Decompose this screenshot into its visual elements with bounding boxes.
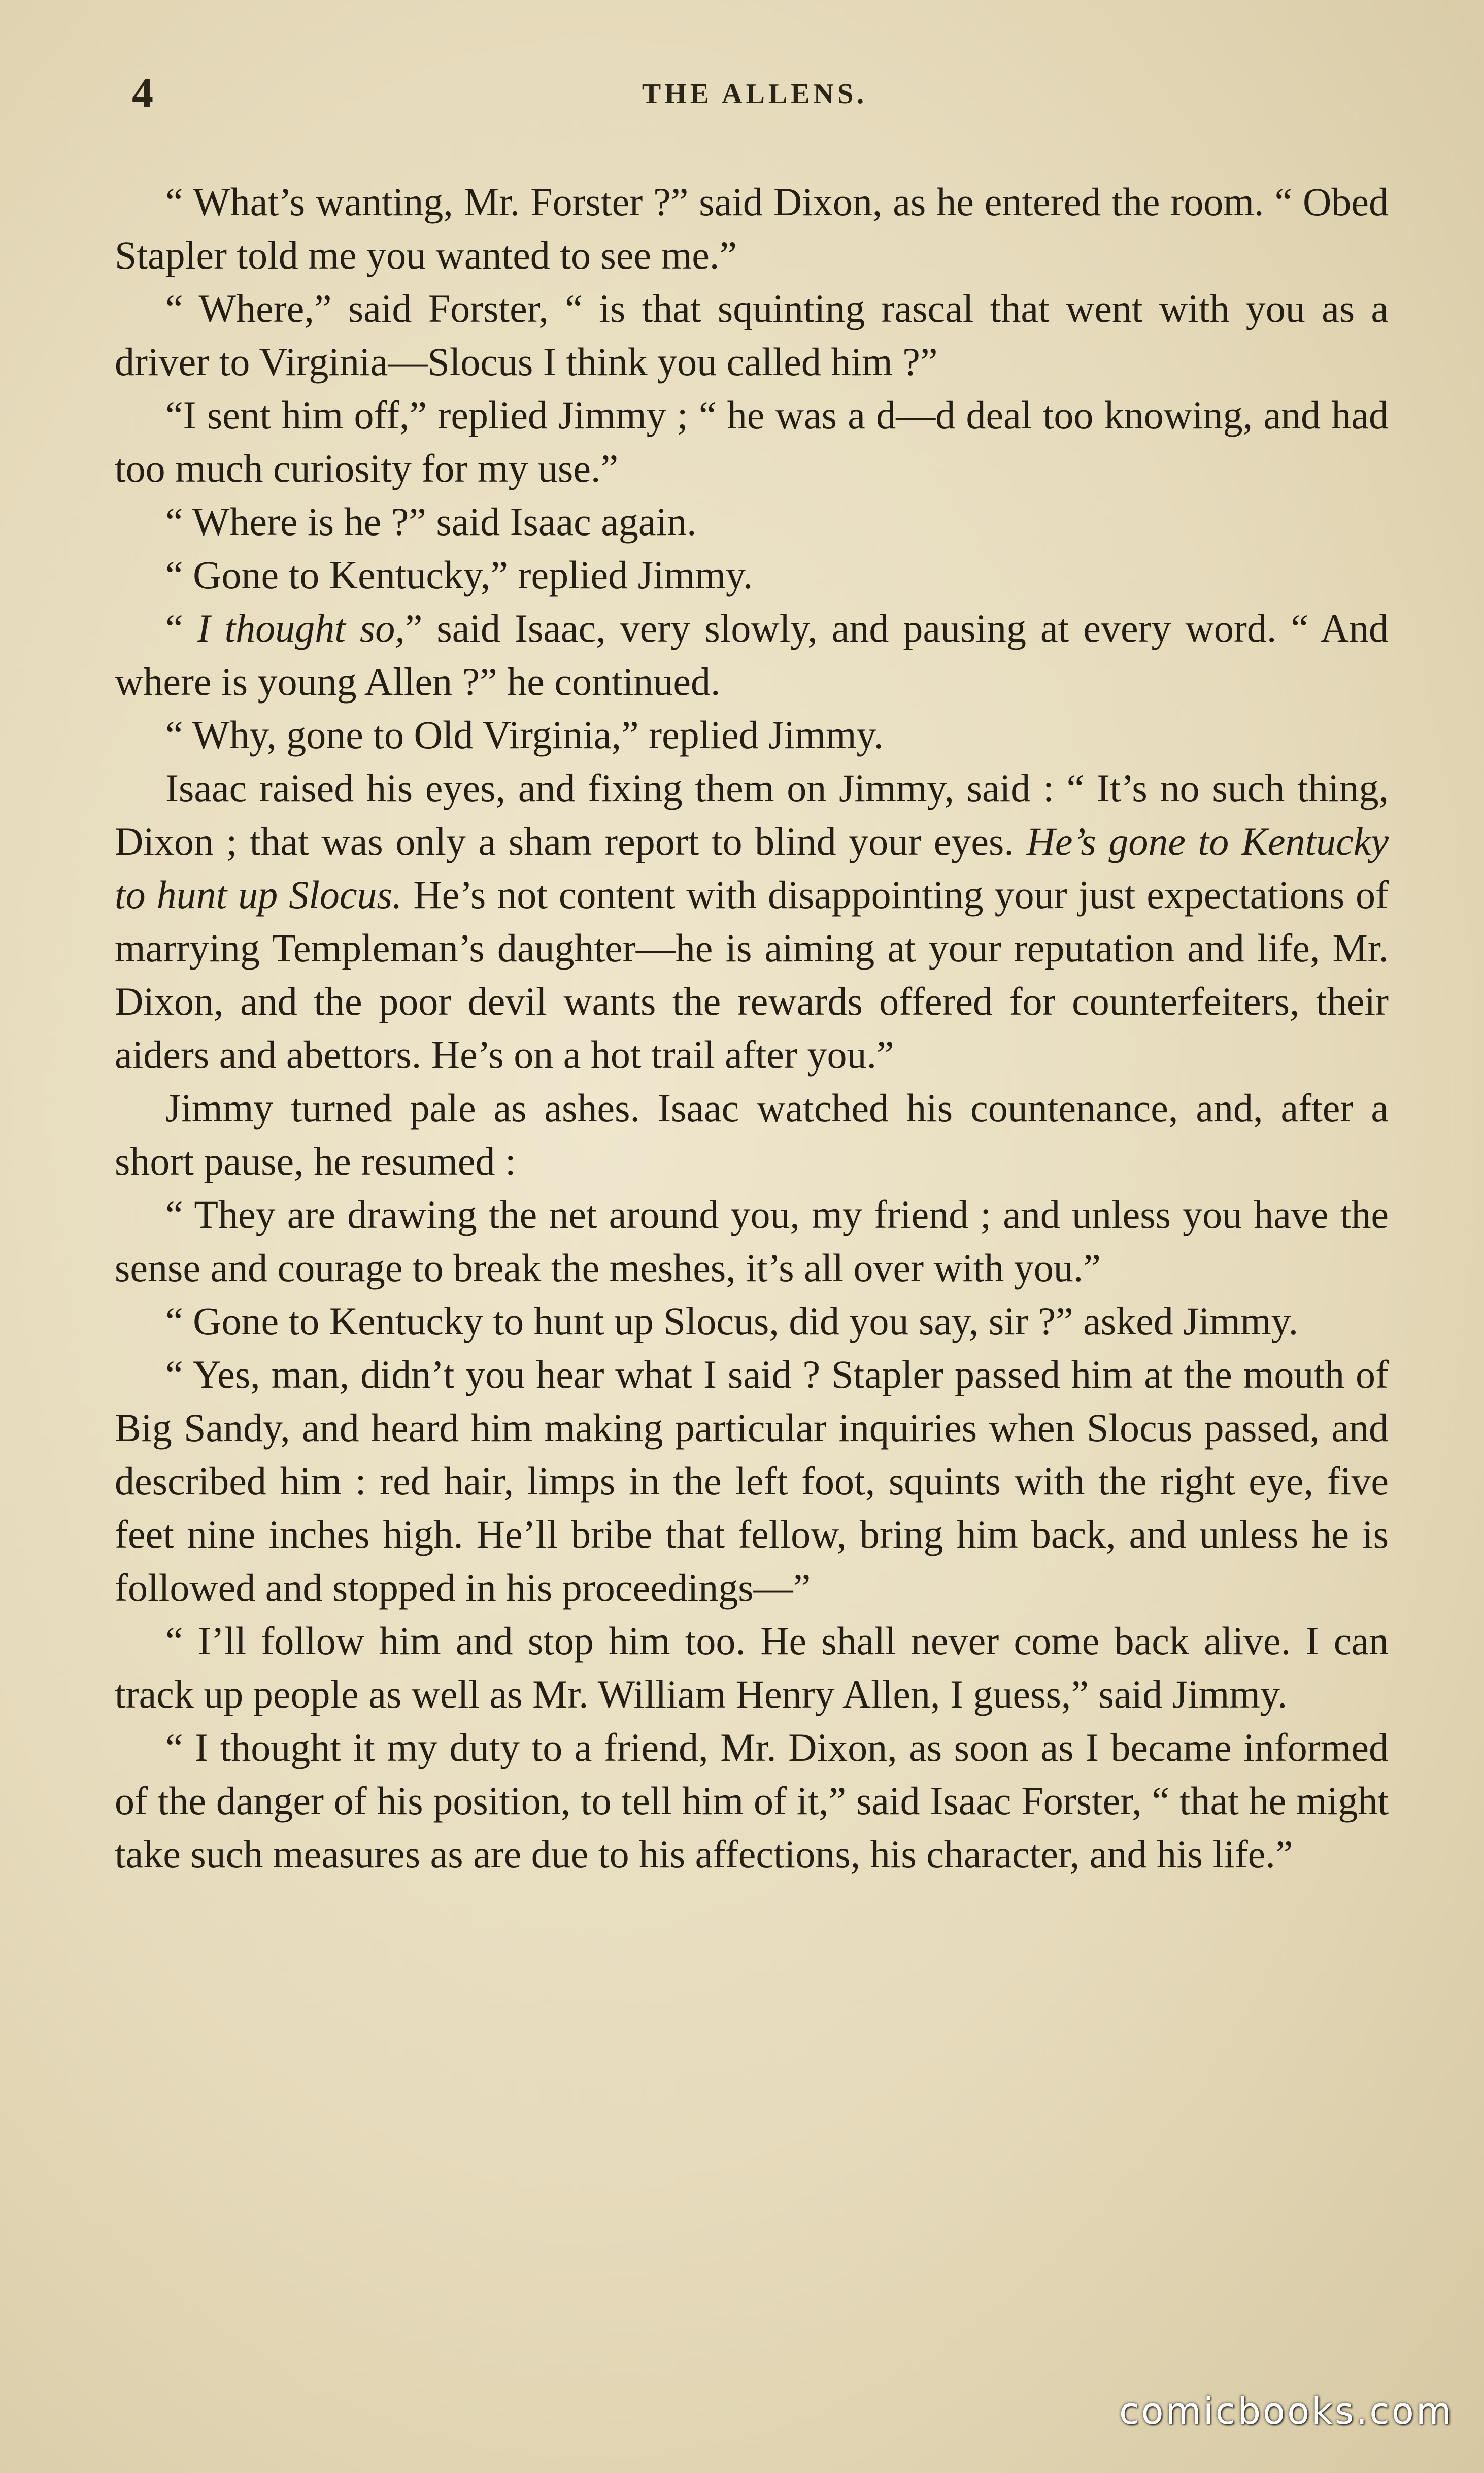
paragraph [115,708,1389,761]
paragraph [115,388,1389,495]
paragraph [115,1614,1389,1721]
body-text [115,175,1389,1881]
text-segment: “ They are drawing the net around you, my friend ; and unless you have the sense and courage to break the meshes, it’s all over with you.” [115,1192,1389,1290]
running-head: THE ALLENS. [642,78,868,110]
text-segment: “ Gone to Kentucky to hunt up Slocus, did you say, sir ?” asked Jimmy. [165,1299,1299,1343]
text-segment: “ [165,606,197,650]
paragraph [115,548,1389,601]
text-segment: “ Yes, man, didn’t you hear what I said ? Stapler passed him at the mouth of Big Sandy, and heard him making particular inquiries when Slocus passed, and described him : red hair, limps in the left foot, squints with the right eye, five feet nine inches high. He’ll bribe that fellow, bring him back, and unless he is followed and stopped in his proceedings—” [115,1352,1389,1610]
paragraph [115,761,1389,1081]
italic-text: I thought so, [197,606,405,650]
paragraph [115,601,1389,708]
text-segment: “ Where is he ?” said Isaac again. [165,499,697,544]
watermark: comicbooks.com [1119,2390,1454,2432]
text-segment: Jimmy turned pale as ashes. Isaac watched his countenance, and, after a short pause, he resumed : [115,1086,1389,1183]
text-segment: “ I’ll follow him and stop him too. He shall never come back alive. I can track up people as well as Mr. William Henry Allen, I guess,” said Jimmy. [115,1619,1389,1716]
text-segment: “ Gone to Kentucky,” replied Jimmy. [165,553,753,597]
page-number: 4 [132,70,153,117]
text-segment: “ Why, gone to Old Virginia,” replied Jimmy. [165,713,884,757]
paragraph [115,1348,1389,1614]
paragraph [115,1721,1389,1881]
paragraph [115,282,1389,388]
paragraph [115,175,1389,282]
paragraph [115,1294,1389,1348]
text-segment: “ I thought it my duty to a friend, Mr. Dixon, as soon as I became informed of the danger of his position, to tell him of it,” said Isaac Forster, “ that he might take such measures as are due to his affections, his character, and his life.” [115,1725,1389,1876]
paragraph [115,495,1389,548]
italic-text: He’s gone to Kentucky to hunt up Slocus. [115,819,1389,917]
text-segment: ” said Isaac, very slowly, and pausing at every word. “ And where is young Allen ?” he continued. [115,606,1389,704]
text-segment: He’s not content with disappointing your just expectations of marrying Templeman’s daughter—he is aiming at your reputation and life, Mr. Dixon, and the poor devil wants the rewards offered for counterfeiters, their aiders and abettors. He’s on a hot trail after you.” [115,873,1389,1077]
text-segment: “ What’s wanting, Mr. Forster ?” said Dixon, as he entered the room. “ Obed Stapler told me you wanted to see me.” [115,180,1389,277]
text-segment: Isaac raised his eyes, and fixing them on Jimmy, said : “ It’s no such thing, Dixon ; that was only a sham report to blind your eyes. [115,766,1389,863]
paragraph [115,1081,1389,1188]
page-header [122,69,1388,124]
paragraph [115,1188,1389,1294]
text-segment: “I sent him off,” replied Jimmy ; “ he was a d—d deal too knowing, and had too much curiosity for my use.” [115,393,1389,490]
text-segment: “ Where,” said Forster, “ is that squinting rascal that went with you as a driver to Virginia—Slocus I think you called him ?” [115,286,1389,384]
